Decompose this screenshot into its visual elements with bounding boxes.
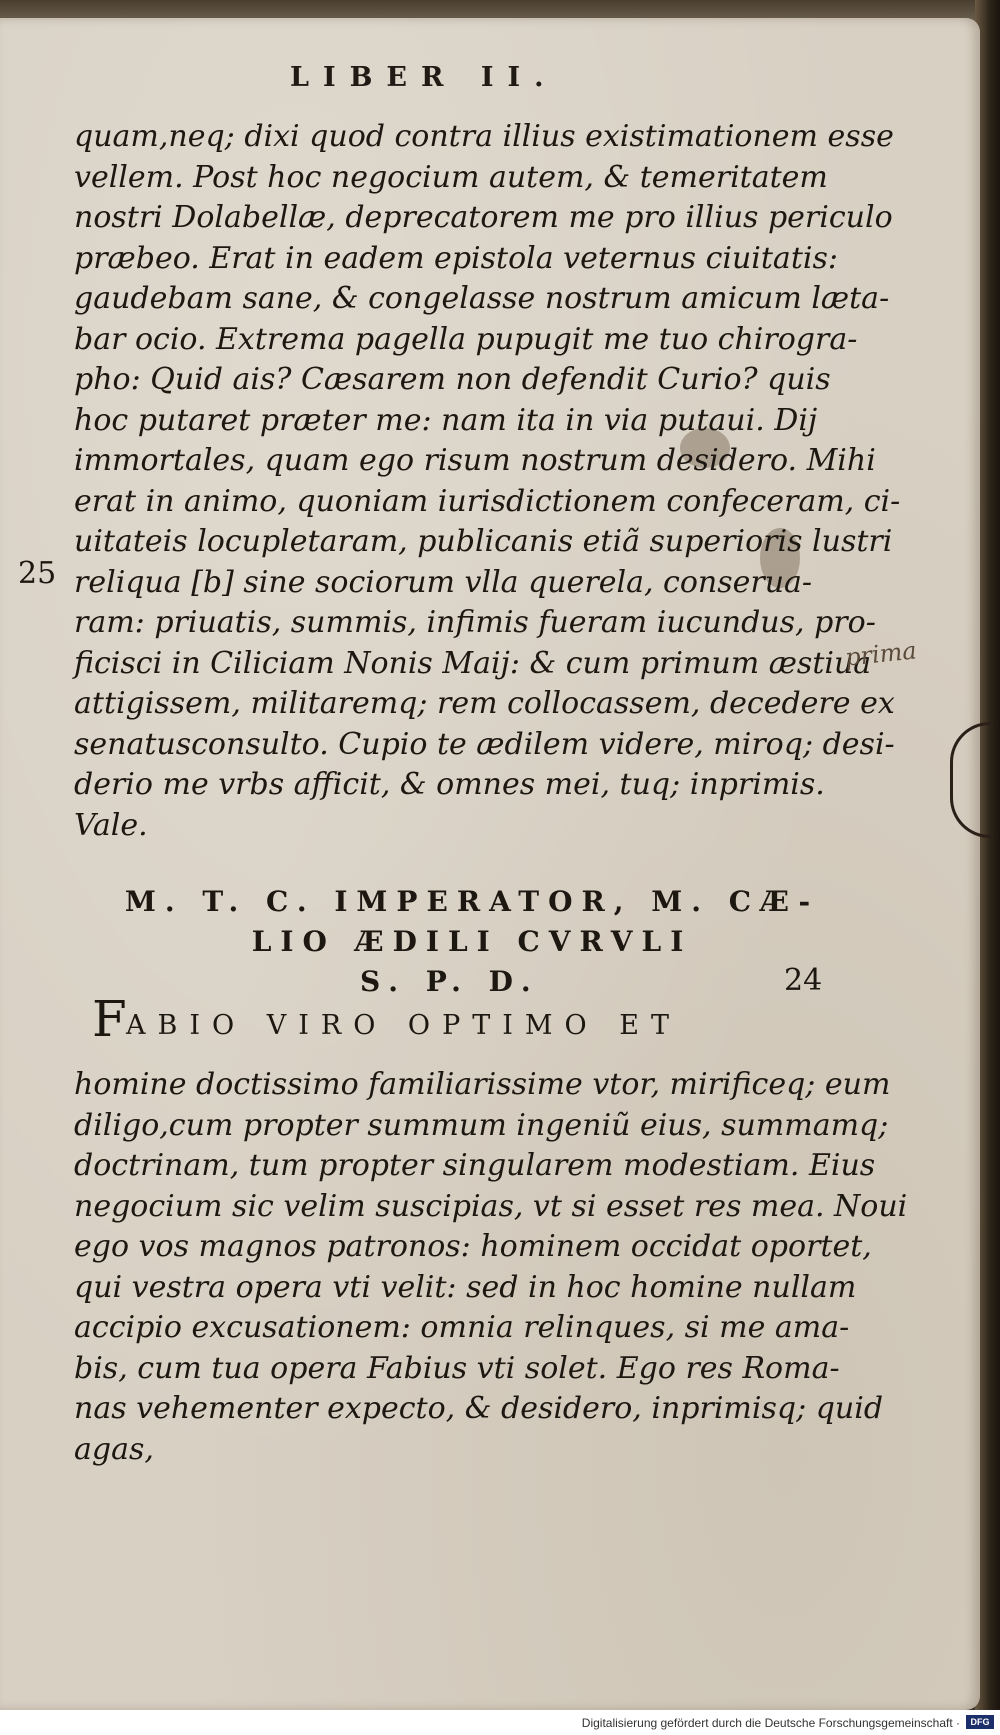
- text-line: vellem. Post hoc negocium autem, & temeritatem: [74, 159, 828, 195]
- text-line: uitateis locupletaram, publicanis etiã superioris lustri: [74, 524, 893, 559]
- text-line: attigissem, militaremq; rem collocassem, decedere ex: [74, 686, 895, 721]
- text-line: ficisci in Ciliciam Nonis Maij: & cum primum æstiua: [74, 645, 872, 681]
- running-head: LIBER II.: [290, 62, 558, 93]
- text-line: Vale.: [74, 807, 148, 843]
- letter-heading-line-2: LIO ÆDILI CVRVLI: [251, 925, 693, 958]
- text-line: senatusconsulto. Cupio te ædilem videre, miroq; desi-: [74, 726, 895, 762]
- text-line: nas vehementer expecto, & desidero, inprimisq; quid: [74, 1391, 884, 1426]
- text-line: ram: priuatis, summis, infimis fueram iucundus, pro-: [74, 605, 876, 640]
- text-line: hoc putaret præter me: nam ita in via putaui. Dij: [74, 402, 818, 438]
- letter-heading-line-3: S. P. D.: [360, 965, 540, 998]
- drop-capital: F: [92, 990, 127, 1048]
- text-line: bis, cum tua opera Fabius vti solet. Ego res Roma-: [74, 1350, 840, 1386]
- dfg-logo: DFG: [966, 1715, 994, 1729]
- text-line: gaudebam sane, & congelasse nostrum amicum læta-: [74, 281, 890, 316]
- text-line: pho: Quid ais? Cæsarem non defendit Curio? quis: [74, 362, 831, 397]
- text-line: accipio excusationem: omnia relinques, si me ama-: [74, 1310, 850, 1345]
- text-line: homine doctissimo familiarissime vtor, mirificeq; eum: [74, 1067, 891, 1102]
- text-line: negocium sic velim suscipias, vt si esset res mea. Noui: [74, 1188, 908, 1224]
- text-line: derio me vrbs afficit, & omnes mei, tuq; inprimis.: [74, 767, 825, 802]
- margin-annotation: prima: [843, 636, 918, 672]
- letter-number: 24: [784, 963, 823, 998]
- text-line: immortales, quam ego risum nostrum desidero. Mihi: [74, 443, 876, 478]
- letter-2-incipit: ABIO VIRO OPTIMO ET: [126, 1010, 681, 1041]
- margin-line-number: 25: [18, 556, 57, 591]
- text-line: diligo,cum propter summum ingeniũ eius, summamq;: [74, 1107, 889, 1143]
- text-line: ego vos magnos patronos: hominem occidat oportet,: [74, 1229, 872, 1264]
- text-line: doctrinam, tum propter singularem modestiam. Eius: [74, 1148, 876, 1183]
- text-line: quam,neq; dixi quod contra illius existimationem esse: [74, 119, 894, 154]
- clasp-shadow: [950, 722, 993, 838]
- text-line: præbeo. Erat in eadem epistola veternus ciuitatis:: [74, 240, 838, 276]
- text-line: qui vestra opera vti velit: sed in hoc homine nullam: [74, 1269, 857, 1305]
- text-line: nostri Dolabellæ, deprecatorem me pro illius periculo: [74, 200, 893, 235]
- text-line: agas,: [74, 1431, 154, 1467]
- letter-heading-line-1: M. T. C. IMPERATOR, M. CÆ-: [124, 885, 820, 918]
- footer-credit: Digitalisierung gefördert durch die Deutsche Forschungsgemeinschaft ·: [581, 1716, 960, 1730]
- text-line: bar ocio. Extrema pagella pupugit me tuo chirogra-: [74, 321, 858, 357]
- letter-2-text: [74, 1065, 908, 1470]
- text-line: reliqua [b] sine sociorum vlla querela, conserua-: [74, 564, 813, 600]
- text-line: erat in animo, quoniam iurisdictionem confeceram, ci-: [74, 483, 901, 519]
